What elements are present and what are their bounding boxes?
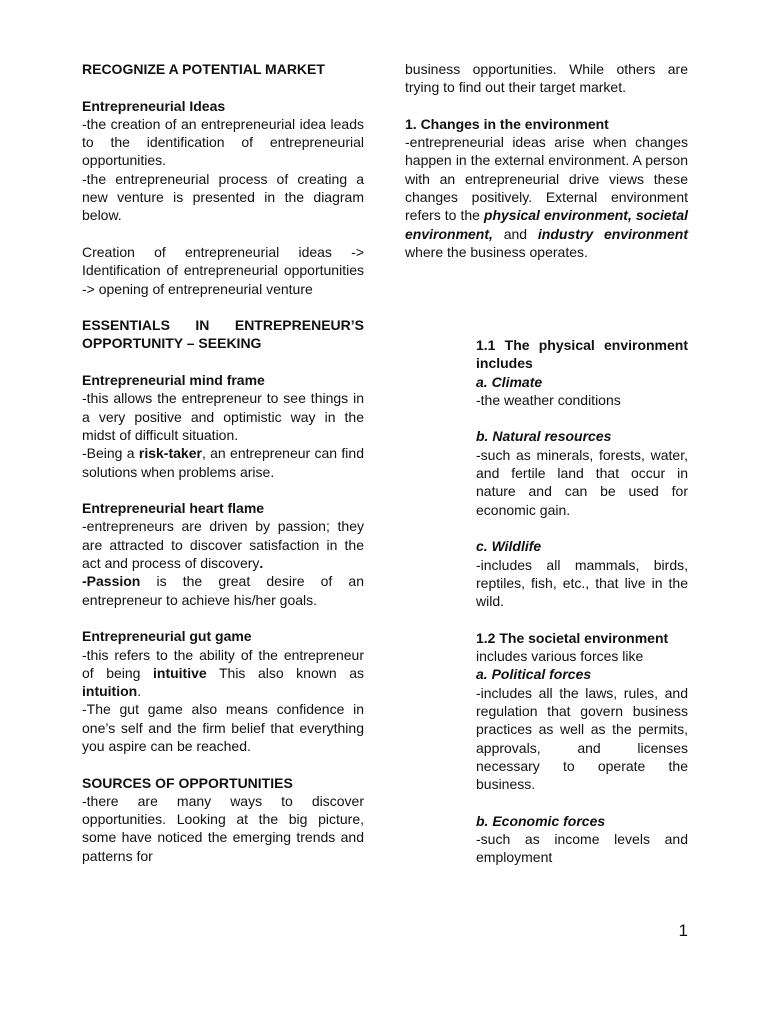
text-run: where the business operates. (405, 243, 588, 260)
societal-text: includes various forces like (476, 648, 644, 665)
heading-economic-forces: b. Economic forces (476, 812, 606, 829)
heading-sources-of-opportunities: SOURCES OF OPPORTUNITIES (82, 774, 293, 791)
indented-subsections (476, 336, 688, 867)
text-run: -entrepreneurs are driven by passion; they are attracted to discover satisfaction in the act and process of discovery (82, 518, 364, 572)
text-run: . (137, 683, 142, 700)
heading-political-forces: a. Political forces (476, 666, 592, 683)
wildlife-text: -includes all mammals, birds, reptiles, fish, etc., that live in the wild. (476, 556, 688, 610)
climate-text: -the weather conditions (476, 391, 621, 408)
text-run: , an entrepreneur can find solutions when problems arise. (82, 445, 364, 480)
heading-gut-game: Entrepreneurial gut game (82, 628, 252, 645)
bold-term-passion: -Passion (82, 573, 141, 590)
gut-game-paragraph-1 (82, 646, 364, 701)
bold-term-risk-taker: risk-taker (138, 445, 202, 462)
heading-entrepreneurial-ideas: Entrepreneurial Ideas (82, 97, 226, 114)
right-column (405, 60, 688, 261)
heart-flame-paragraph-2 (82, 572, 364, 609)
heading-physical-environment: 1.1 The physical environment includes (476, 337, 688, 372)
political-forces-text: -includes all the laws, rules, and regulation that govern business practices as well as the permits, approvals, and licenses necessary to operate the business. (476, 684, 688, 793)
heading-climate: a. Climate (476, 373, 543, 390)
heading-changes-in-environment: 1. Changes in the environment (405, 115, 609, 132)
ideas-paragraph-1: -the creation of an entrepreneurial idea leads to the identification of entrepreneurial opportunities. (82, 115, 364, 169)
heading-wildlife: c. Wildlife (476, 538, 542, 555)
bold-term-intuition: intuition (82, 683, 138, 700)
sources-paragraph-1: -there are many ways to discover opportunities. Looking at the big picture, some have noticed the emerging trends and patterns for (82, 792, 364, 864)
text-run: and (492, 225, 538, 242)
economic-forces-text: -such as income levels and employment (476, 831, 688, 866)
text-run: This also known as (206, 664, 364, 681)
heading-societal-environment: 1.2 The societal environment (476, 629, 669, 646)
text-run: -Being a (82, 445, 139, 462)
continued-paragraph: business opportunities. While others are trying to find out their target market. (405, 61, 688, 96)
heading-natural-resources: b. Natural resources (476, 428, 612, 445)
page-number: 1 (678, 921, 688, 940)
bold-italic-industry-environment: industry environment (537, 225, 688, 242)
gut-game-paragraph-2: -The gut game also means confidence in one’s self and the firm belief that everything you aspire can be reached. (82, 701, 364, 754)
heart-flame-paragraph-1 (82, 517, 364, 572)
bold-italic-environments: physical environment, societal environment, (405, 207, 688, 242)
left-column (82, 60, 364, 865)
section-title-recognize-market: RECOGNIZE A POTENTIAL MARKET (82, 61, 325, 77)
text-run: -entrepreneurial ideas arise when changes happen in the external environment. A person with an entrepreneurial drive views these changes positively. External environment refers to the (405, 134, 688, 224)
heading-essentials: ESSENTIALS IN ENTREPRENEUR’S OPPORTUNITY – SEEKING (82, 317, 364, 352)
text-run: is the great desire of an entrepreneur to achieve his/her goals. (82, 573, 364, 608)
process-diagram-text: Creation of entrepreneurial ideas -> Identification of entrepreneurial opportunities -> opening of entrepreneurial venture (82, 243, 364, 297)
text-run: -this refers to the ability of the entrepreneur of being (82, 646, 364, 681)
text-run: . (259, 555, 264, 572)
heading-mind-frame: Entrepreneurial mind frame (82, 372, 265, 389)
changes-paragraph (405, 133, 688, 261)
ideas-paragraph-2: -the entrepreneurial process of creating a new venture is presented in the diagram below. (82, 170, 364, 224)
heading-heart-flame: Entrepreneurial heart flame (82, 500, 265, 517)
mind-frame-paragraph-2 (82, 444, 364, 481)
natural-resources-text: -such as minerals, forests, water, and fertile land that occur in nature and can be used for economic gain. (476, 446, 688, 518)
mind-frame-paragraph-1: -this allows the entrepreneur to see things in a very positive and optimistic way in the midst of difficult situation. (82, 390, 364, 443)
bold-term-intuitive: intuitive (153, 664, 207, 681)
